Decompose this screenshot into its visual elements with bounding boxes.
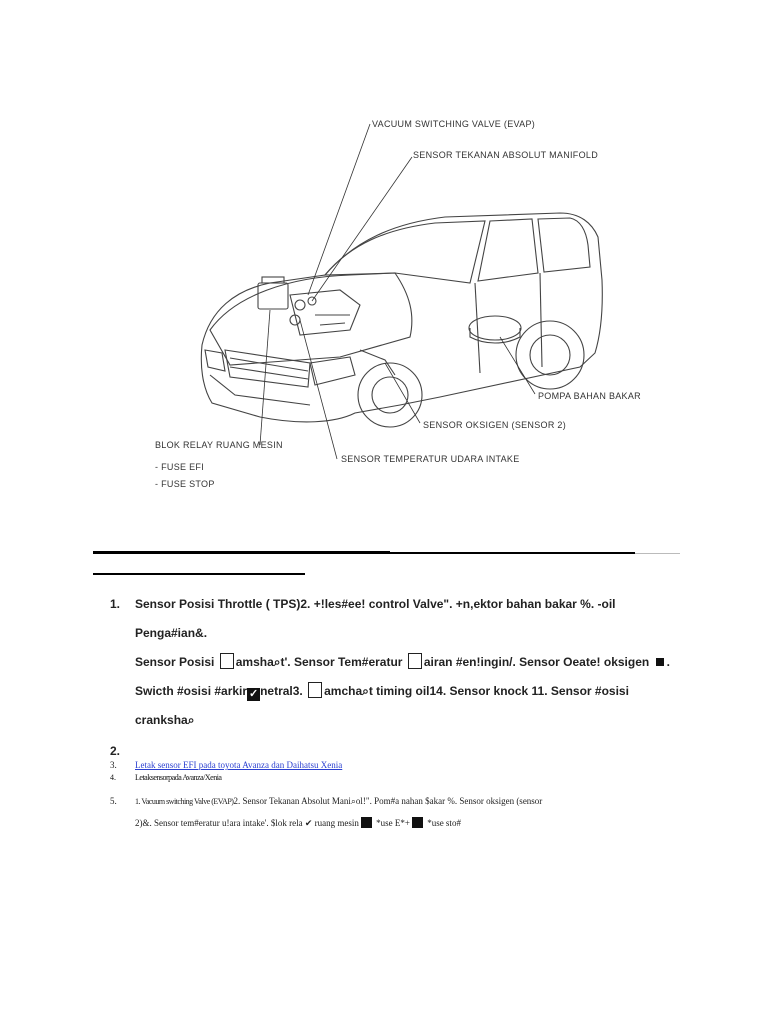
item1-line1: Sensor Posisi Throttle ( TPS)2. +!les#ee! control Valve". +n,ektor bahan bakar %. -oil Penga#ian&. (135, 597, 616, 640)
item1-line3-text-b: netral3. (260, 684, 303, 698)
label-fuse-stop: - FUSE STOP (155, 479, 215, 489)
black-square-icon (656, 658, 664, 666)
item1-line3 (135, 677, 670, 706)
label-fuse-efi: - FUSE EFI (155, 462, 205, 472)
item5-line2-text-c: *use E*+ (376, 818, 410, 828)
list-item (110, 590, 670, 735)
label-fuel-pump: POMPA BAHAN BAKAR (538, 391, 641, 401)
label-map-sensor: SENSOR TEKANAN ABSOLUT MANIFOLD (413, 150, 599, 160)
item5-line1 (135, 790, 670, 812)
checkbox-empty-icon (308, 682, 322, 698)
item5-line2-text-b: ruang mesin (314, 818, 359, 828)
divider-top (93, 551, 390, 554)
label-vacuum-switching-valve: VACUUM SWITCHING VALVE (EVAP) (372, 119, 536, 129)
check-icon: ✔ (304, 818, 313, 828)
item1-line2-text-b: amsha⌕t'. Sensor Tem#eratur (235, 655, 403, 669)
item5-line2-text-a: 2)&. Sensor tem#eratur u!ara intake'. $lok rela (135, 818, 303, 828)
list-item (110, 772, 670, 784)
item4-text: Letaksensorpada Avanza/Xenia (135, 773, 222, 782)
checkbox-empty-icon (220, 653, 234, 669)
list-number: 2. (110, 744, 121, 758)
item5-line2-text-d: *use sto# (427, 818, 461, 828)
item1-line2-text-d: . (666, 655, 670, 669)
sensor-list (110, 590, 670, 834)
item5-line2 (135, 812, 670, 834)
black-square-icon (361, 817, 372, 828)
item1-line3-text-c: amcha⌕t timing oil14. Sensor knock 11. Sensor #osisi (324, 684, 629, 698)
label-relay-block: BLOK RELAY RUANG MESIN (155, 440, 283, 450)
checkbox-checked-icon: ✓ (248, 688, 259, 700)
item1-line3-text-a: Swicth #osisi #arkir (135, 684, 248, 698)
label-oxygen-sensor: SENSOR OKSIGEN (SENSOR 2) (423, 420, 567, 430)
list-number: 3. (110, 760, 117, 770)
black-square-icon (412, 817, 423, 828)
list-number: 4. (110, 773, 116, 782)
list-item (110, 759, 670, 772)
item1-line4: cranksha⌕ (135, 713, 195, 727)
label-intake-air-temp-sensor: SENSOR TEMPERATUR UDARA INTAKE (341, 454, 520, 464)
list-item (110, 737, 670, 759)
divider-top-faint (635, 553, 680, 554)
checkbox-empty-icon (408, 653, 422, 669)
list-item (110, 790, 670, 834)
item5-line1-text-a: 1. Vacuum switching Valve (EVAP) (135, 797, 234, 806)
item5-line1-text-b: 2. Sensor Tekanan Absolut Mani⌕ol!". Pom#a nahan $akar %. Sensor oksigen (sensor (233, 796, 543, 806)
list-number: 5. (110, 796, 117, 806)
item1-line2-text-a: Sensor Posisi (135, 655, 215, 669)
item1-line2-text-c: airan #en!ingin/. Sensor Oeate! oksigen (423, 655, 650, 669)
divider-top-right (390, 552, 635, 554)
item1-line2 (135, 648, 670, 677)
avanza-xenia-link[interactable]: Letak sensor EFI pada toyota Avanza dan Daihatsu Xenia (135, 760, 343, 770)
list-number: 1. (110, 597, 121, 611)
divider-bottom (93, 573, 305, 575)
